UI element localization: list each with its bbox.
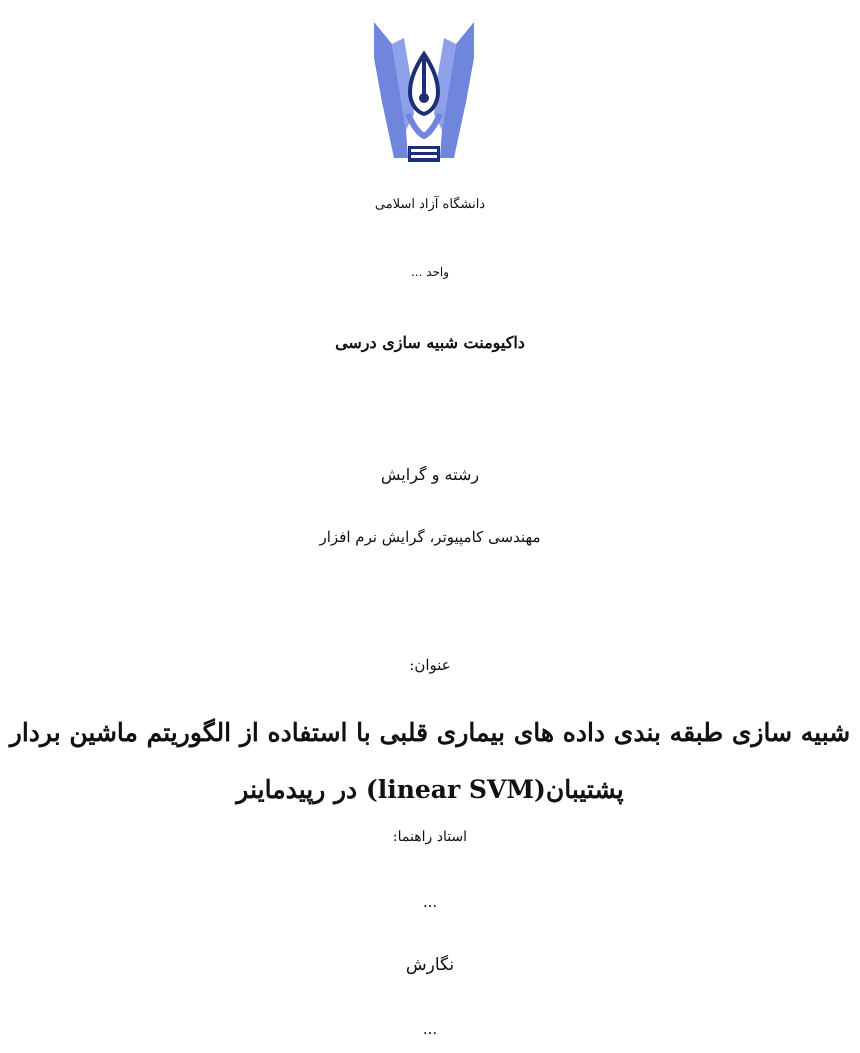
advisor-value: ...	[422, 893, 438, 911]
advisor-label: استاد راهنما:	[392, 829, 468, 845]
title-label: عنوان:	[409, 656, 451, 674]
author-label: نگارش	[405, 955, 455, 975]
title-line-2: پشتیبان(linear SVM) در رپیدماینر	[236, 775, 624, 804]
author-value: ...	[422, 1020, 438, 1038]
document-type: داکیومنت شبیه سازی درسی	[335, 333, 525, 352]
title-line-1: شبیه سازی طبقه بندی داده های بیماری قلبی با استفاده از الگوریتم ماشین بردار	[9, 718, 851, 747]
university-logo	[370, 18, 478, 170]
university-unit: واحد ...	[410, 265, 450, 279]
field-value: مهندسی کامپیوتر، گرایش نرم افزار	[319, 528, 541, 546]
field-label: رشته و گرایش	[380, 465, 480, 484]
university-name: دانشگاه آزاد اسلامی	[374, 197, 486, 212]
